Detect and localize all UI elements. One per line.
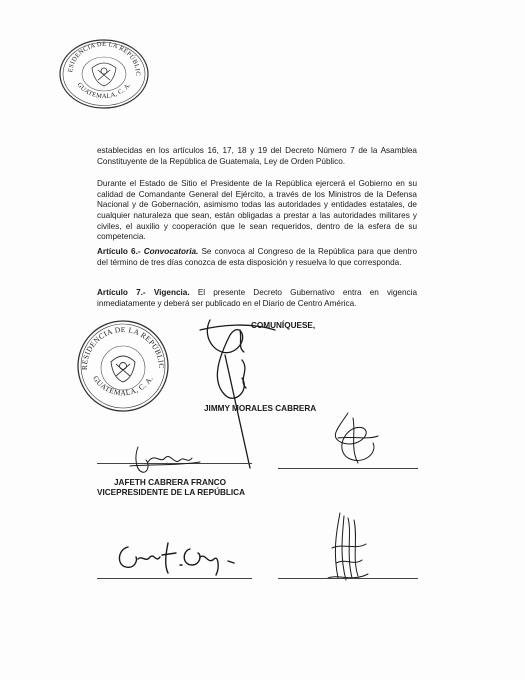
presidential-seal-middle (72, 311, 171, 414)
minister-signature-2 (110, 535, 250, 580)
coat-of-arms-icon (111, 356, 135, 382)
article-7-label: Artículo 7.- (97, 288, 146, 298)
closing-comuniquese: COMUNÍQUESE, (251, 321, 316, 330)
article-6-name: Convocatoria. (143, 247, 199, 257)
paragraph-legal-reference: establecidas en los artículos 16, 17, 18 y 19 del Decreto Número 7 de la Asamblea Constituyente de la República de Guatemala, Ley de Orden Público. (97, 146, 417, 166)
vp-signature (120, 442, 210, 482)
article-6-label: Artículo 6.- (97, 247, 141, 257)
article-6-text: Se convoca al Congreso de la República para que dentro del término de tres días conozca de esta disposición y resuelva lo que corresponda. (97, 247, 418, 267)
seal-bottom-text: GUATEMALA, C. A. (91, 374, 155, 398)
presidential-seal-top (55, 33, 150, 110)
president-name: JIMMY MORALES CABRERA (204, 404, 317, 413)
seal-bottom-text: GUATEMALA, C. A. (75, 81, 133, 101)
seal-top-text: PRESIDENCIA DE LA REPÚBLICA (55, 33, 142, 77)
paragraph-state-of-siege: Durante el Estado de Sitio el Presidente de la República ejercerá el Gobierno en su calidad de Comandante General del Ejército, a través de los Ministros de la Defensa Nacional y de Gobernación, asimismo todas las autoridades y entidades estatales, de cualquier naturaleza que sean, están obligadas a prestar a las autoridades militares y civiles, el auxilio y cooperación que le sean requeridos, dentro de la esfera de su competencia. (97, 179, 417, 242)
vp-title: VICEPRESIDENTE DE LA REPÚBLICA (97, 488, 245, 497)
article-7-name: Vigencia. (153, 288, 190, 298)
minister-signature-3 (318, 508, 378, 588)
vp-name: JAFETH CABRERA FRANCO (114, 478, 227, 487)
seal-top-text: PRESIDENCIA DE LA REPÚBLICA (72, 311, 167, 371)
signature-line-bottom-left (97, 578, 252, 579)
signature-line-right-1 (278, 468, 418, 469)
minister-signature-1 (318, 408, 388, 468)
article-6 (97, 247, 417, 268)
signature-line-bottom-right (278, 578, 418, 579)
svg-text:GUATEMALA, C. A. (91, 374, 155, 397)
article-7-text: El presente Decreto Gubernativo entra en vigencia inmediatamente y deberá ser publicado en el Diario de Centro América. (97, 288, 418, 308)
coat-of-arms-icon (92, 63, 116, 86)
